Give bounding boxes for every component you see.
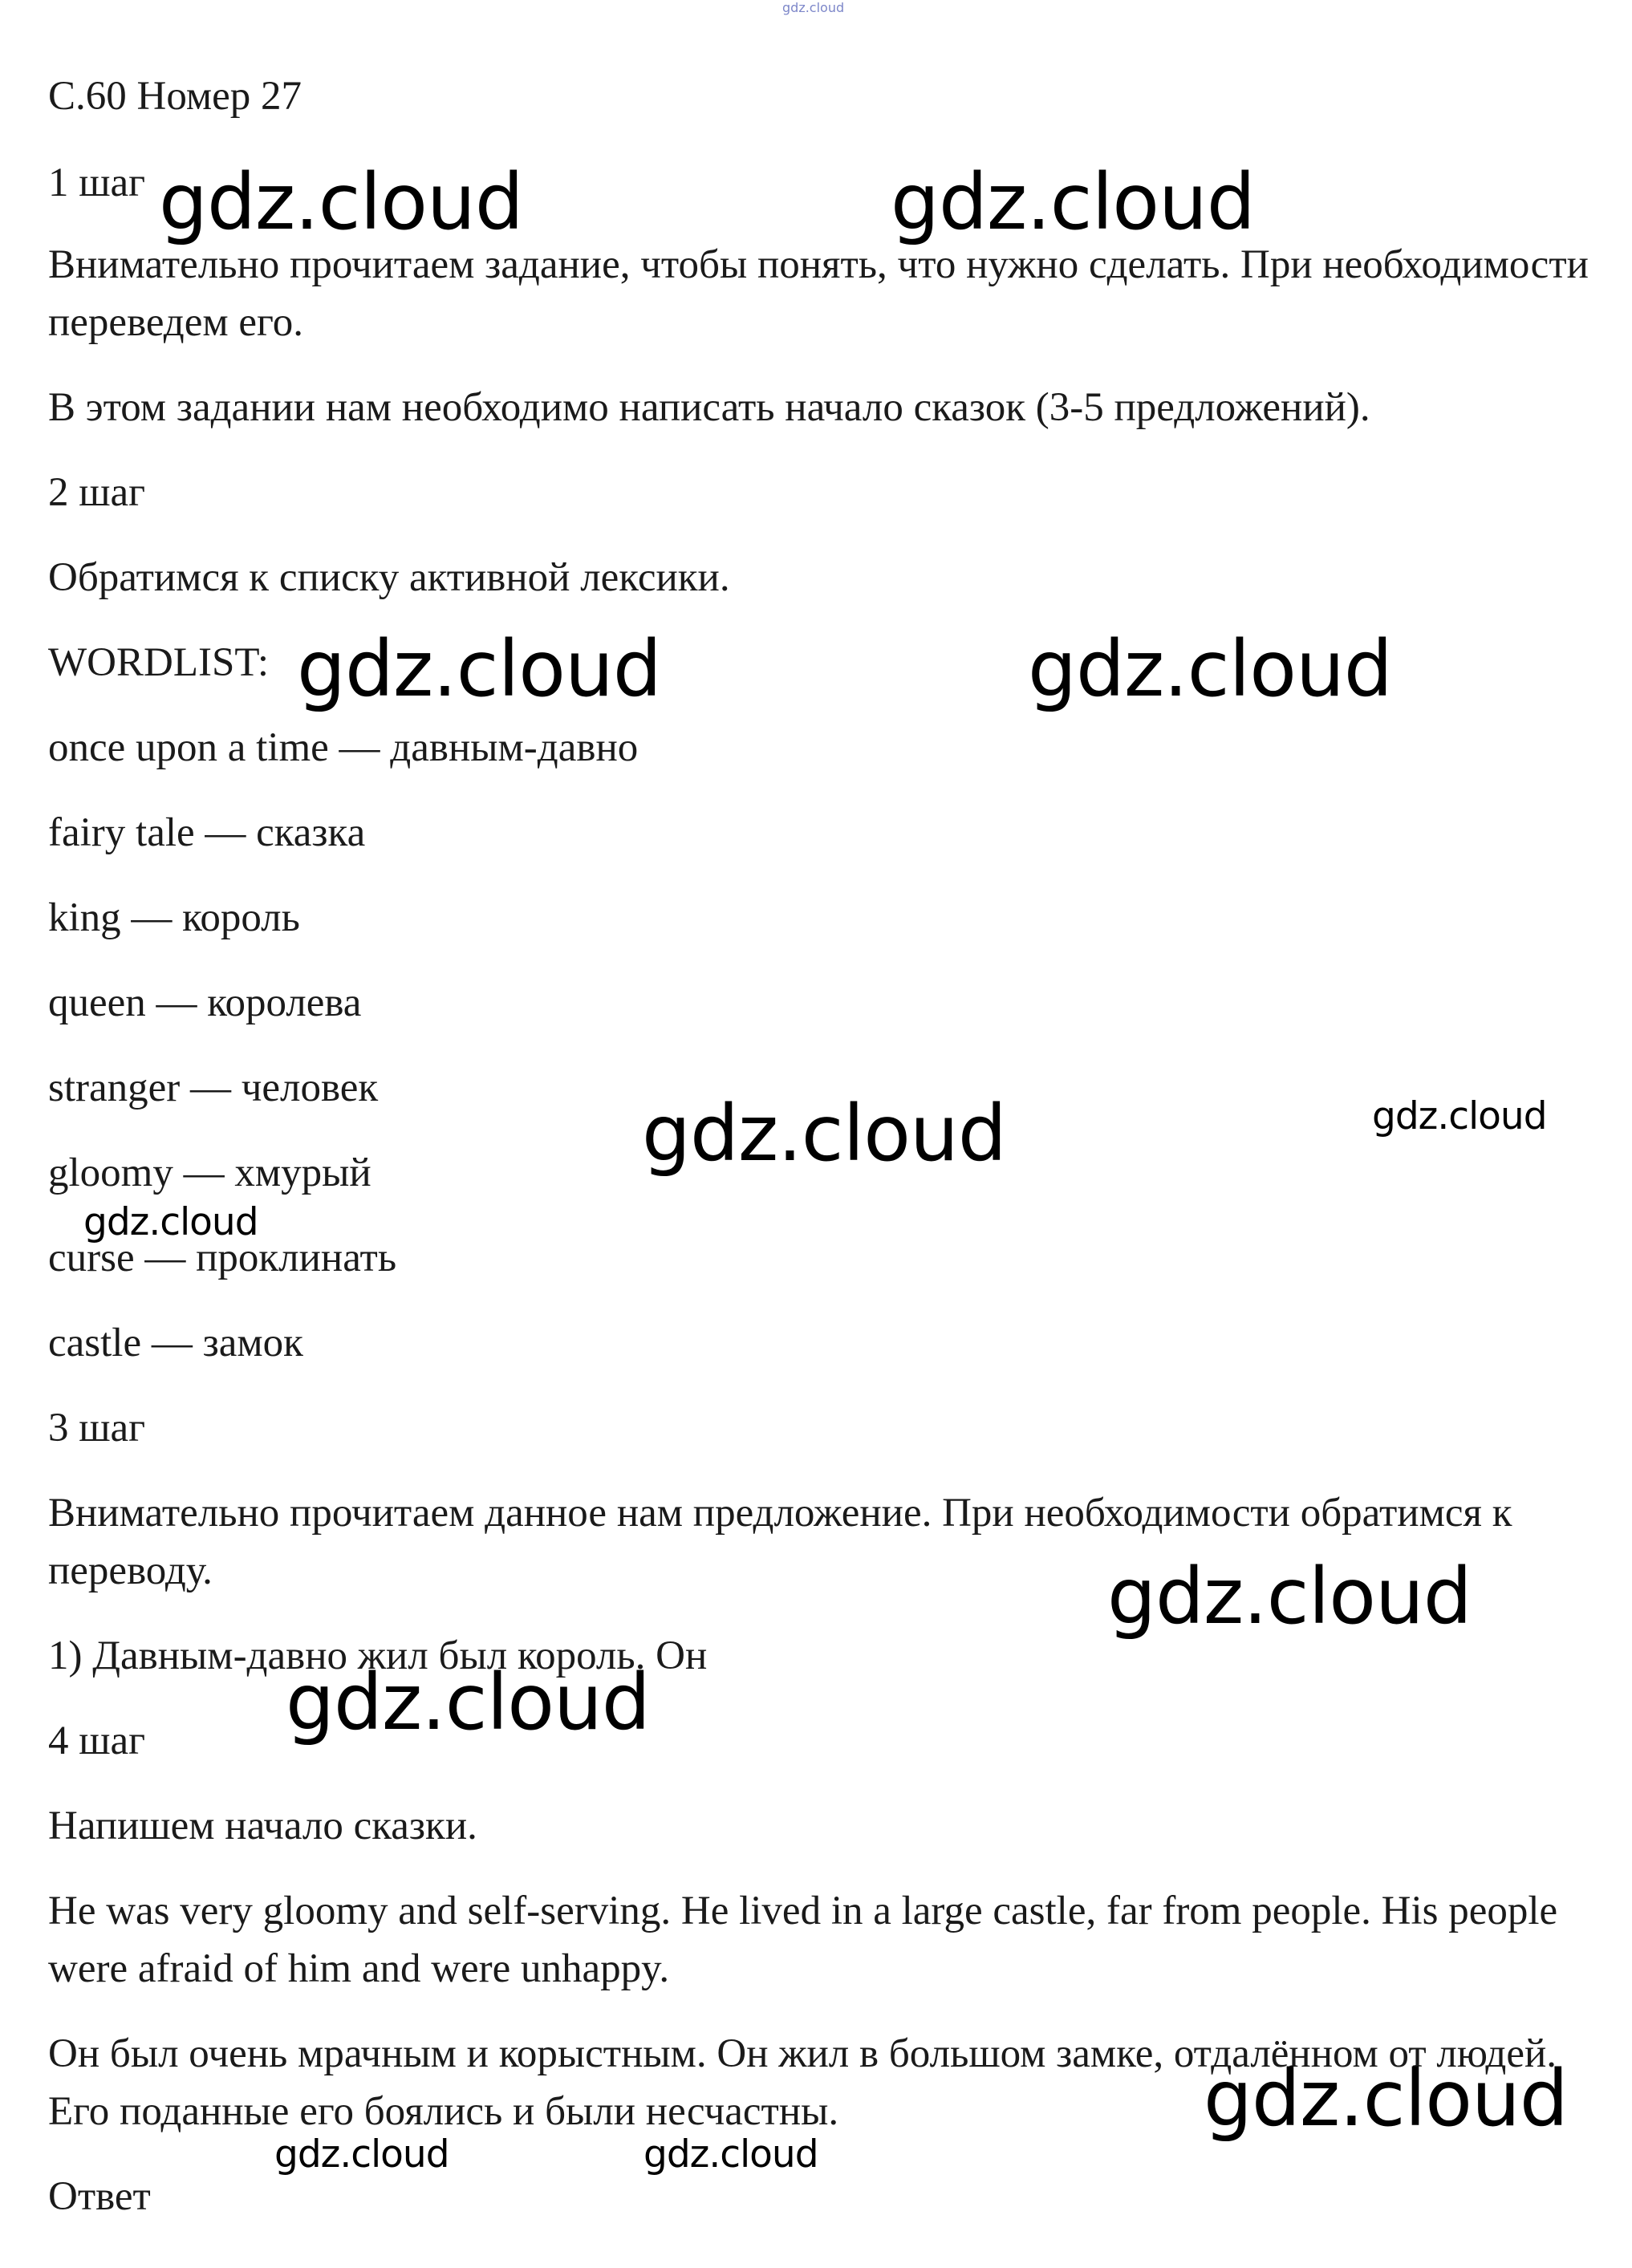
watermark: gdz.cloud xyxy=(642,1089,1006,1179)
step-2-paragraph: Обратимся к списку активной лексики. xyxy=(48,555,730,600)
step-1-paragraph-1: Внимательно прочитаем задание, чтобы понять, что нужно сделать. При необходимости переведем его. xyxy=(48,242,1589,345)
watermark: gdz.cloud xyxy=(1204,2054,1568,2144)
step-4-paragraph: Напишем начало сказки. xyxy=(48,1803,477,1848)
step-4-label: 4 шаг xyxy=(48,1718,146,1763)
wordlist-item: queen — королева xyxy=(48,980,362,1025)
watermark: gdz.cloud xyxy=(274,2132,449,2177)
watermark: gdz.cloud xyxy=(297,624,661,714)
wordlist-item: gloomy — хмурый xyxy=(48,1150,371,1195)
step-1-paragraph-2: В этом задании нам необходимо написать начало сказок (3-5 предложений). xyxy=(48,385,1370,430)
wordlist-item: fairy tale — сказка xyxy=(48,810,366,855)
page-title: С.60 Номер 27 xyxy=(48,74,302,119)
watermark: gdz.cloud xyxy=(159,157,523,247)
story-russian: Он был очень мрачным и корыстным. Он жил в большом замке, отдалённом от людей. Его поданные его боялись и были несчастны. xyxy=(48,2031,1557,2134)
wordlist-item: once upon a time — давным-давно xyxy=(48,725,639,770)
answer-label: Ответ xyxy=(48,2174,151,2219)
wordlist-item: castle — замок xyxy=(48,1321,303,1365)
watermark: gdz.cloud xyxy=(83,1200,258,1244)
watermark: gdz.cloud xyxy=(643,2132,818,2177)
step-3-paragraph: Внимательно прочитаем данное нам предложение. При необходимости обратимся к переводу. xyxy=(48,1491,1512,1593)
step-2-label: 2 шаг xyxy=(48,470,146,515)
watermark: gdz.cloud xyxy=(891,157,1255,247)
step-1-label: 1 шаг xyxy=(48,160,146,205)
step-3-label: 3 шаг xyxy=(48,1406,146,1450)
watermark: gdz.cloud xyxy=(1372,1094,1547,1138)
wordlist-item: stranger — человек xyxy=(48,1065,379,1110)
step-3-sentence: 1) Давным-давно жил был король. Он xyxy=(48,1633,708,1678)
watermark: gdz.cloud xyxy=(1107,1552,1472,1641)
story-english: He was very gloomy and self-serving. He lived in a large castle, far from people. His people were afraid of him and were unhappy. xyxy=(48,1889,1558,1991)
watermark-top-tiny: gdz.cloud xyxy=(782,0,845,15)
watermark: gdz.cloud xyxy=(1028,624,1392,714)
wordlist-item: king — король xyxy=(48,895,300,940)
wordlist-item: curse — проклинать xyxy=(48,1235,397,1280)
wordlist-label: WORDLIST: xyxy=(48,640,270,685)
watermark: gdz.cloud xyxy=(286,1657,650,1747)
